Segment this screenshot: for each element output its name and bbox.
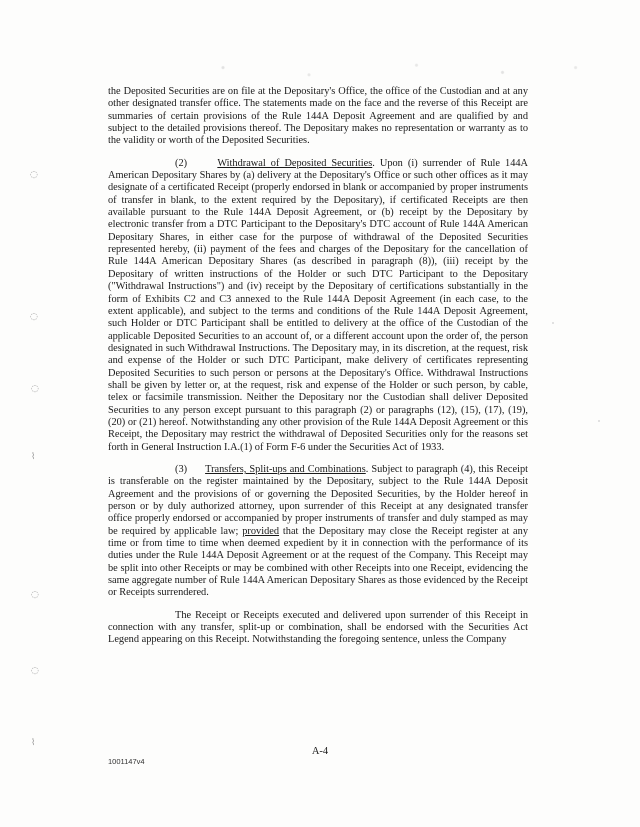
scan-artifact-mark: ◌ (30, 170, 38, 180)
underlined-term: provided (242, 525, 280, 537)
section-heading: Withdrawal of Deposited Securities (217, 157, 373, 169)
paragraph-withdrawal (108, 158, 528, 454)
scan-artifact-mark: ◌ (31, 384, 39, 394)
document-body (108, 86, 528, 657)
scan-speck (552, 322, 554, 324)
paragraph-text: the Deposited Securities are on file at the Depositary's Office, the office of the Custodian and at any other designated transfer office. The statements made on the face and the reverse of this Receipt are summaries of certain provisions of the Rule 144A Deposit Agreement and are qualified by and subject to the detailed provisions thereof. The Depositary makes no representation or warranty as to the validity or worth of the Deposited Securities. (108, 86, 528, 147)
scan-artifact-mark: ◌ (31, 666, 39, 676)
section-heading: Transfers, Split-ups and Combinations (205, 463, 366, 475)
paragraph-text: . Upon (i) surrender of Rule 144A American Depositary Shares by (a) delivery at the Depositary's Office or such other offices as it may designate of a certificated Receipt (properly endorsed in blank or accompanied by proper instruments of transfer in blank, to the extent required by the Depositary), if certificated Receipts are then available pursuant to the Rule 144A Deposit Agreement, or (b) receipt by the Depositary by electronic transfer from a DTC Participant to the Depositary's DTC account of Rule 144A American Depositary Shares, in either case for the purpose of withdrawal of the Deposited Securities represented hereby, (ii) payment of the fees and charges of the Depositary for the cancellation of Rule 144A American Depositary Shares (as described in paragraph (8)), (iii) receipt by the Depositary of written instructions of the Holder or such DTC Participant to the Depositary ("Withdrawal Instructions") and (iv) receipt by the Depositary of certifications substantially in the form of Exhibits C2 and C3 annexed to the Rule 144A Deposit Agreement (in each case, to the extent applicable), and subject to the terms and conditions of the Rule 144A Deposit Agreement, such Holder or DTC Participant shall be entitled to delivery at the office of the Custodian of the applicable Deposited Securities to an account of, or a different account upon the order of, the person designated in such Withdrawal Instructions. The Depositary may, in its discretion, at the request, risk and expense of the Holder or such DTC Participant, make delivery of certificates representing Deposited Securities to such person or persons at the Depositary's Office. Withdrawal Instructions shall be given by letter or, at the request, risk and expense of the Holder or such person, by cable, telex or facsimile transmission. Neither the Depositary nor the Custodian shall deliver Deposited Securities to any person except pursuant to this paragraph (2) or paragraphs (12), (15), (17), (19), (20) or (21) hereof. Notwithstanding any other provision of the Rule 144A Deposit Agreement or this Receipt, the Depositary may restrict the withdrawal of Deposited Securities only for the reasons set forth in General Instruction I.A.(1) of Form F-6 under the Securities Act of 1933. (108, 157, 529, 453)
paragraph-text: The Receipt or Receipts executed and delivered upon surrender of this Receipt in connection with any transfer, split-up or combination, shall be endorsed with the Securities Act Legend appearing on this Receipt. Notwithstanding the foregoing sentence, unless the Company (108, 609, 528, 646)
paragraph-continuation (108, 86, 528, 148)
paragraph-text: that the Depositary may close the Receipt register at any time or from time to time when deemed expedient by it in connection with the performance of its duties under the Rule 144A Deposit Agreement or at the request of the Company. This Receipt may be split into other Receipts or may be combined with other Receipts into one Receipt, evidencing the same aggregate number of Rule 144A American Depositary Shares as those evidenced by the Receipt or Receipts surrendered. (108, 525, 528, 599)
paragraph-number: (2) (175, 157, 188, 169)
page-number: A-4 (311, 746, 329, 757)
scan-artifact-mark: ⌇ (31, 738, 36, 748)
scan-speck (598, 420, 600, 422)
scan-artifact-mark: ⌇ (31, 452, 36, 462)
paragraph-number: (3) (175, 463, 188, 475)
scan-noise (180, 58, 610, 82)
paragraph-transfers (108, 464, 528, 600)
document-id: 1001147v4 (108, 757, 145, 766)
paragraph-text: . Subject to paragraph (4), this Receipt is transferable on the register maintained by the Depositary, subject to the Rule 144A Deposit Agreement and the provisions of or governing the Deposited Securities, by the Holder hereof in person or by duly authorized attorney, upon surrender of this Receipt at any designated transfer office properly endorsed or accompanied by proper instruments of transfer and duly stamped as may be required by applicable law; (108, 463, 528, 537)
scan-artifact-mark: ◌ (31, 590, 39, 600)
paragraph-receipt-legend (108, 610, 528, 647)
scan-artifact-mark: ◌ (30, 312, 38, 322)
